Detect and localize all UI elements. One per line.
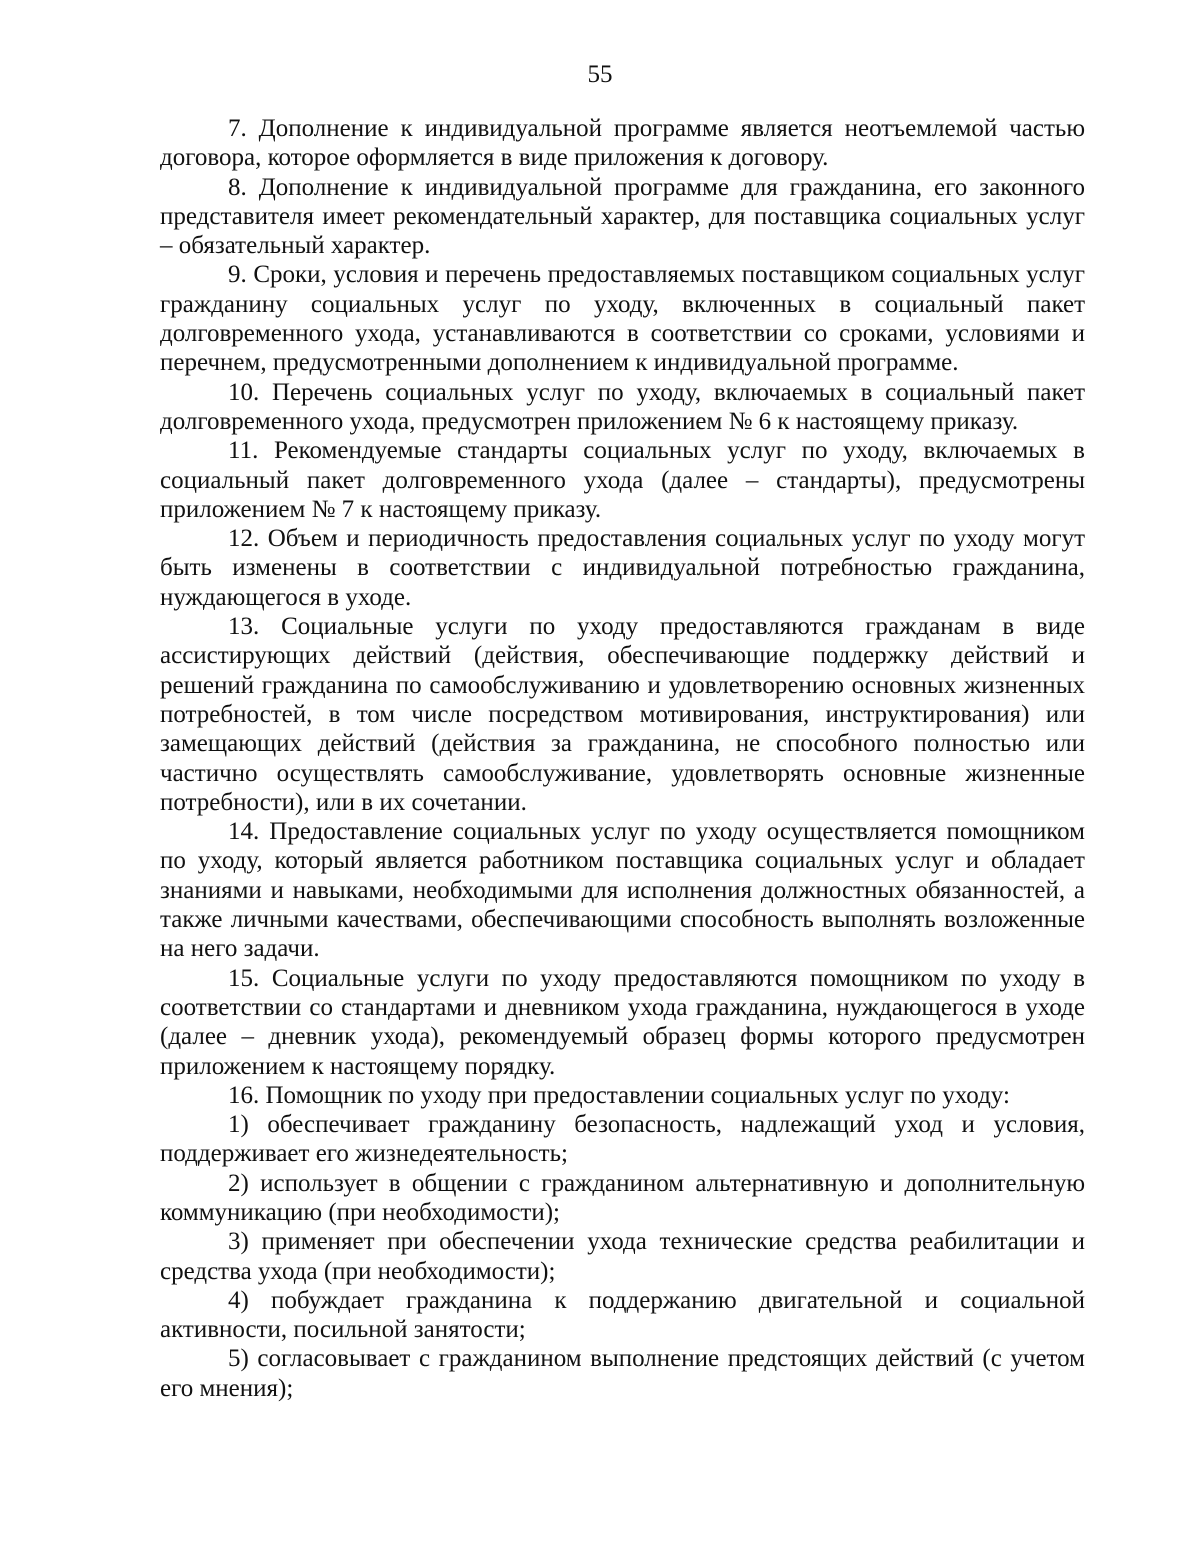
paragraph-12: 12. Объем и периодичность предоставления социальных услуг по уходу могут быть изменены в соответствии с индивидуальной потребностью гражданина, нуждающегося в уходе. [160,525,1085,611]
list-item-3: 3) применяет при обеспечении ухода технические средства реабилитации и средства ухода (при необходимости); [160,1228,1085,1285]
paragraph-15: 15. Социальные услуги по уходу предоставляются помощником по уходу в соответствии со стандартами и дневником ухода гражданина, нуждающегося в уходе (далее – дневник ухода), рекомендуемый образец формы которого предусмотрен приложением к настоящему порядку. [160,964,1085,1080]
paragraph-14: 14. Предоставление социальных услуг по уходу осуществляется помощником по уходу, который является работником поставщика социальных услуг и обладает знаниями и навыками, необходимыми для исполнения должностных обязанностей, а также личными качествами, обеспечивающими способность выполнять возложенные на него задачи. [160,818,1085,963]
paragraph-8: 8. Дополнение к индивидуальной программе для гражданина, его законного представителя имеет рекомендательный характер, для поставщика социальных услуг – обязательный характер. [160,173,1085,260]
paragraph-10: 10. Перечень социальных услуг по уходу, включаемых в социальный пакет долговременного ухода, предусмотрен приложением № 6 к настоящему приказу. [160,378,1085,435]
paragraph-16: 16. Помощник по уходу при предоставлении социальных услуг по уходу: [228,1081,1010,1109]
list-item-1: 1) обеспечивает гражданину безопасность, надлежащий уход и условия, поддерживает его жизнедеятельность; [160,1111,1085,1168]
list-item-4: 4) побуждает гражданина к поддержанию двигательной и социальной активности, посильной занятости; [160,1286,1085,1344]
paragraph-13: 13. Социальные услуги по уходу предоставляются гражданам в виде ассистирующих действий (действия, обеспечивающие поддержку действий и решений гражданина по самообслуживанию и удовлетворению основных жизненных потребностей, в том числе посредством мотивирования, инструктирования) или замещающих действий (действия за гражданина, не способного полностью или частично осуществлять самообслуживание, удовлетворять основные жизненные потребности), или в их сочетании. [160,613,1085,816]
paragraph-11: 11. Рекомендуемые стандарты социальных услуг по уходу, включаемых в социальный пакет долговременного ухода (далее – стандарты), предусмотрены приложением № 7 к настоящему приказу. [160,437,1085,523]
page-number: 55 [587,61,613,88]
list-item-5: 5) согласовывает с гражданином выполнение предстоящих действий (с учетом его мнения); [160,1345,1085,1402]
list-item-2: 2) использует в общении с гражданином альтернативную и дополнительную коммуникацию (при необходимости); [160,1169,1085,1226]
document-body [160,114,1085,1403]
paragraph-9: 9. Сроки, условия и перечень предоставляемых поставщиком социальных услуг гражданину социальных услуг по уходу, включенных в социальный пакет долговременного ухода, устанавливаются в соответствии со сроками, условиями и перечнем, предусмотренными дополнением к индивидуальной программе. [160,261,1085,377]
paragraph-7: 7. Дополнение к индивидуальной программе является неотъемлемой частью договора, которое оформляется в виде приложения к договору. [160,115,1085,172]
